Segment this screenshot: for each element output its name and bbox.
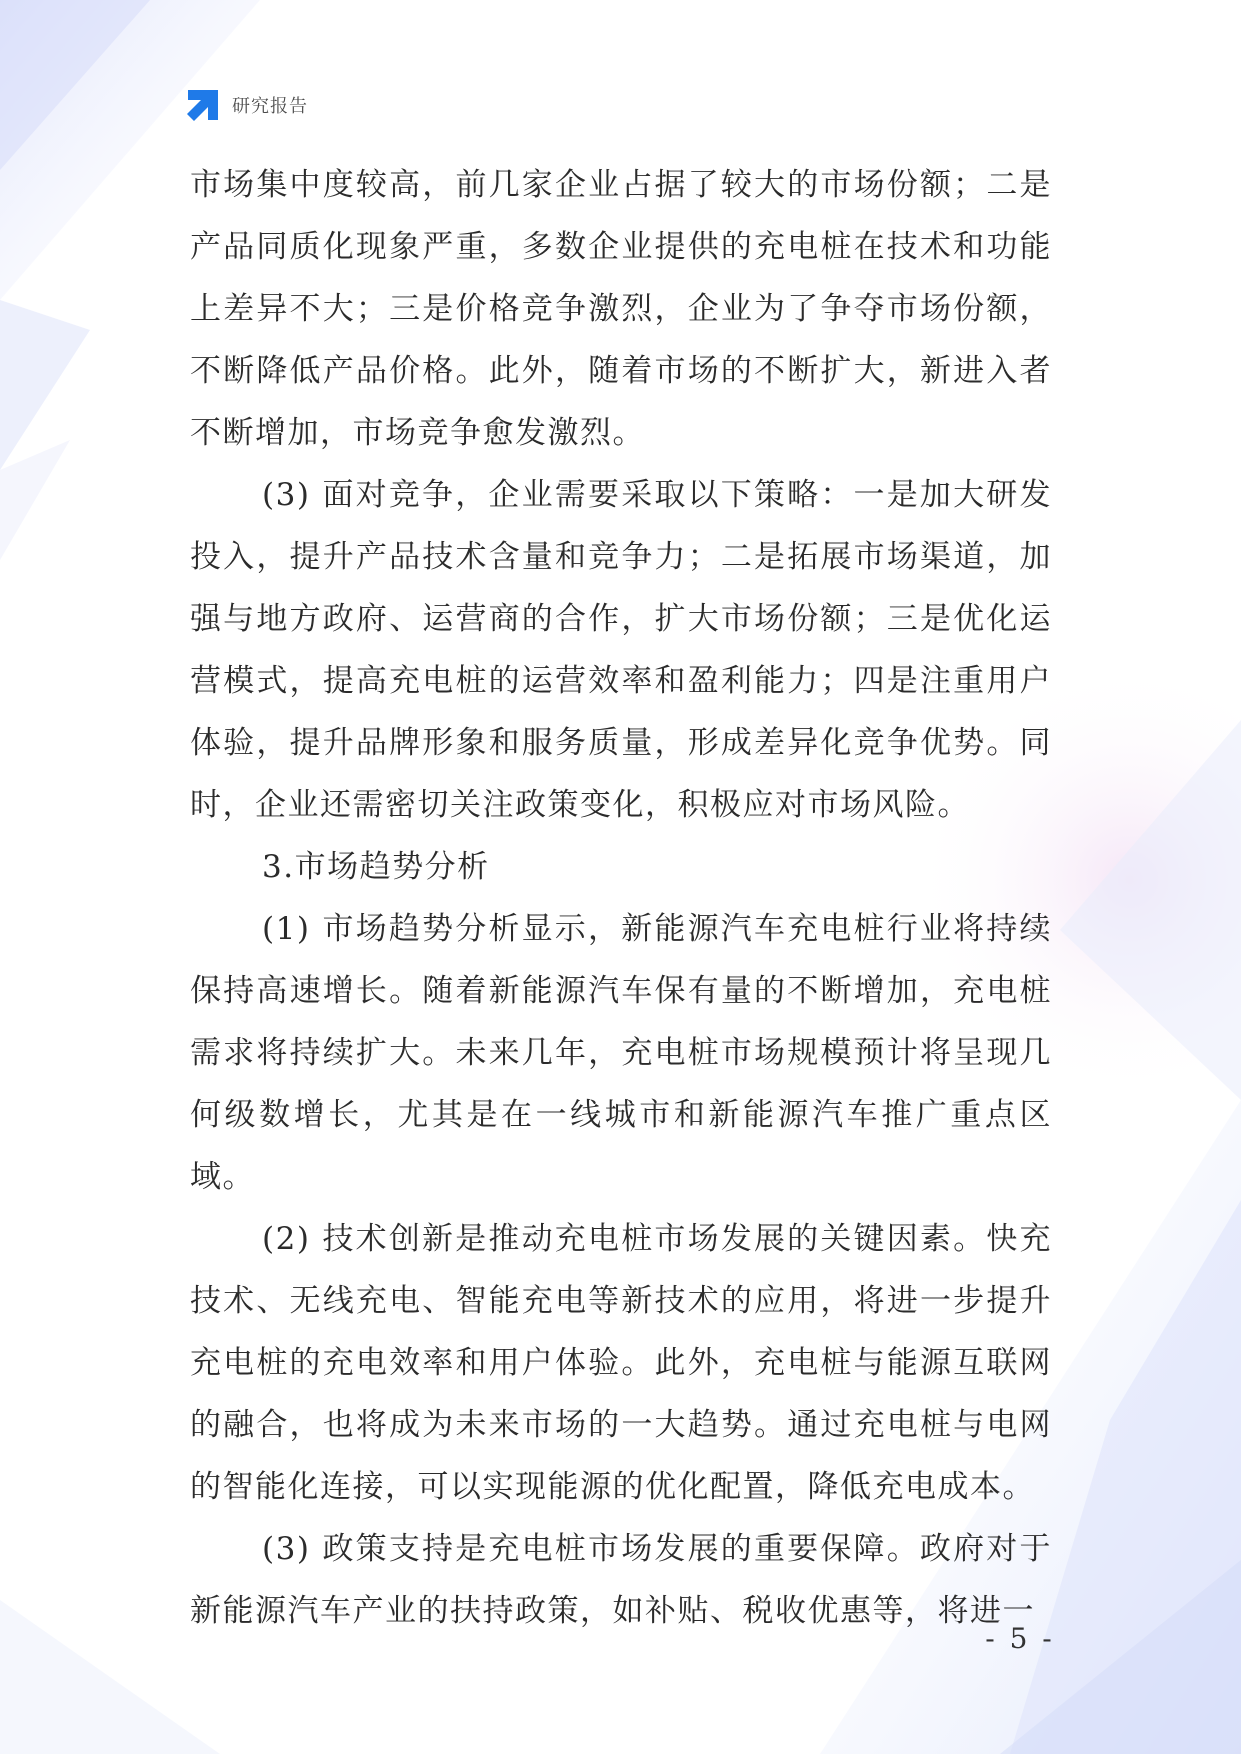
paragraph-market-growth: (1) 市场趋势分析显示，新能源汽车充电桩行业将持续保持高速增长。随着新能源汽车保有量的不断增加，充电桩需求将持续扩大。未来几年，充电桩市场规模预计将呈现几何级数增长，尤其是在一线城市和新能源汽车推广重点区域。: [190, 911, 1052, 1195]
arrow-up-right-icon: [186, 88, 220, 122]
section-heading: 3.市场趋势分析: [262, 849, 490, 885]
paragraph-technology-innovation: (2) 技术创新是推动充电桩市场发展的关键因素。快充技术、无线充电、智能充电等新技术的应用，将进一步提升充电桩的充电效率和用户体验。此外，充电桩与能源互联网的融合，也将成为未来市场的一大趋势。通过充电桩与电网的智能化连接，可以实现能源的优化配置，降低充电成本。: [190, 1221, 1052, 1505]
paragraph-competition-strategy: (3) 面对竞争，企业需要采取以下策略：一是加大研发投入，提升产品技术含量和竞争力；二是拓展市场渠道，加强与地方政府、运营商的合作，扩大市场份额；三是优化运营模式，提高充电桩的运营效率和盈利能力；四是注重用户体验，提升品牌形象和服务质量，形成差异化竞争优势。同时，企业还需密切关注政策变化，积极应对市场风险。: [190, 477, 1052, 823]
paragraph-market-concentration: 市场集中度较高，前几家企业占据了较大的市场份额；二是产品同质化现象严重，多数企业提供的充电桩在技术和功能上差异不大；三是价格竞争激烈，企业为了争夺市场份额，不断降低产品价格。此外，随着市场的不断扩大，新进入者不断增加，市场竞争愈发激烈。: [190, 167, 1052, 451]
report-body: [190, 154, 1052, 1642]
page-number: - 5 -: [985, 1622, 1055, 1655]
report-header: [186, 88, 308, 122]
header-title: 研究报告: [232, 96, 308, 117]
paragraph-policy-support: (3) 政策支持是充电桩市场发展的重要保障。政府对于新能源汽车产业的扶持政策，如补贴、税收优惠等，将进一: [190, 1531, 1052, 1629]
